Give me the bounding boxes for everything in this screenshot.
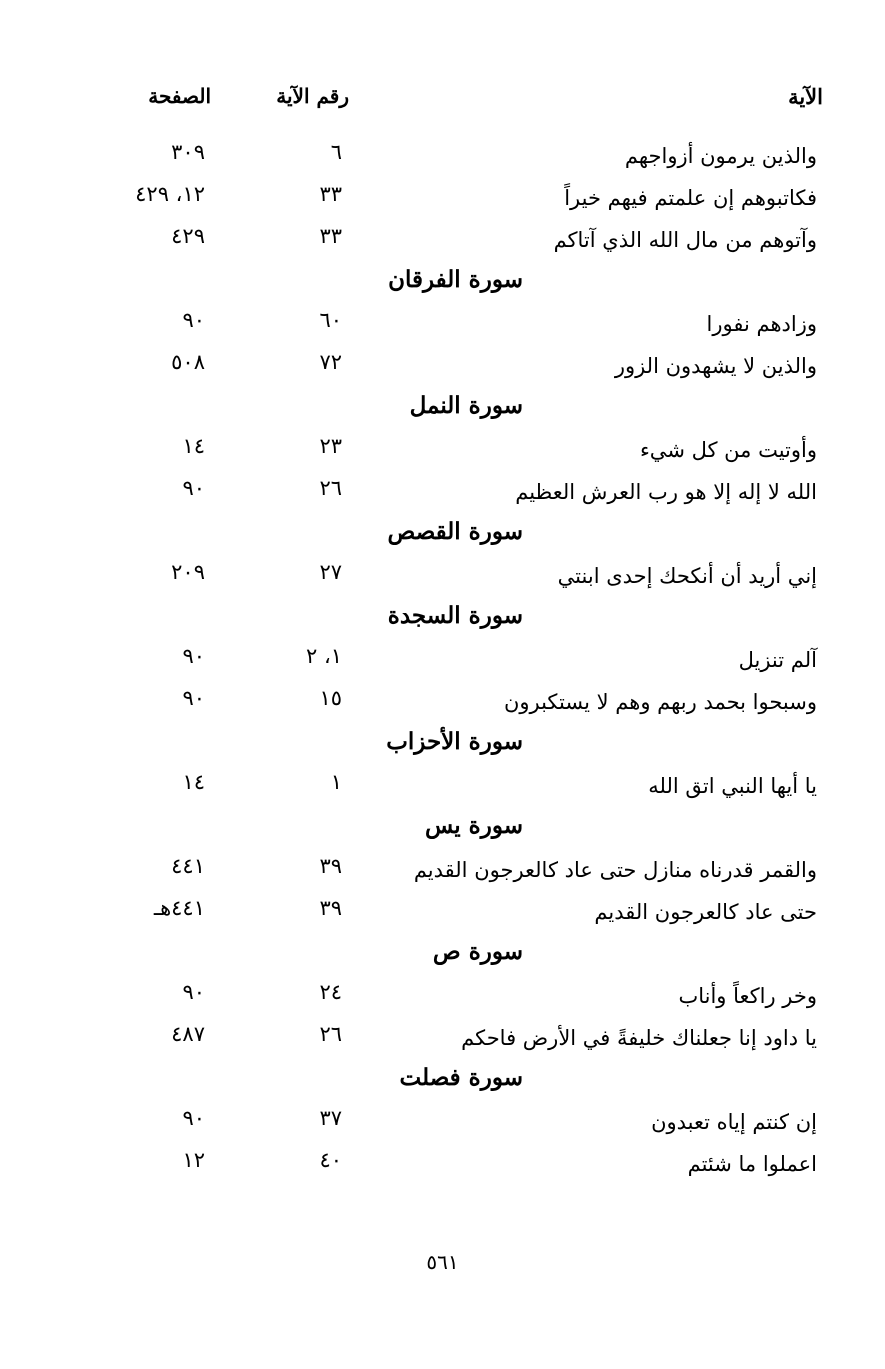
page-reference: ٩٠ xyxy=(182,308,205,332)
table-row xyxy=(0,978,885,1020)
ayah-text: وخر راكعاً وأناب xyxy=(678,984,817,1008)
ayah-number: ٢٦ xyxy=(319,476,342,500)
page-reference: ٤٤١هـ xyxy=(153,896,205,920)
ayah-number: ١٥ xyxy=(319,686,342,710)
ayah-text: حتى عاد كالعرجون القديم xyxy=(594,900,817,924)
ayah-number: ٦ xyxy=(330,140,342,164)
ayah-text: إن كنتم إياه تعبدون xyxy=(651,1110,817,1134)
ayah-number: ٧٢ xyxy=(319,350,342,374)
page-reference: ١٢، ٤٢٩ xyxy=(135,182,205,206)
surah-heading-row xyxy=(0,936,885,978)
ayah-text: وآتوهم من مال الله الذي آتاكم xyxy=(553,228,817,252)
table-row xyxy=(0,474,885,516)
table-row xyxy=(0,306,885,348)
ayah-column-header: الآية xyxy=(788,84,823,109)
page-reference: ٤٤١ xyxy=(171,854,205,878)
ayah-number: ٢٦ xyxy=(319,1022,342,1046)
page-reference: ٢٠٩ xyxy=(171,560,205,584)
table-row xyxy=(0,1146,885,1188)
ayah-text: يا أيها النبي اتق الله xyxy=(648,774,817,798)
surah-title: سورة الفرقان xyxy=(388,266,523,293)
page-reference: ٩٠ xyxy=(182,686,205,710)
surah-title: سورة النمل xyxy=(409,392,523,419)
table-row xyxy=(0,432,885,474)
ayah-text: وسبحوا بحمد ربهم وهم لا يستكبرون xyxy=(503,690,817,714)
ayah-text: وأوتيت من كل شيء xyxy=(639,438,817,462)
ayah-text: والذين يرمون أزواجهم xyxy=(624,144,817,168)
surah-heading-row xyxy=(0,726,885,768)
ayah-text: آلم تنزيل xyxy=(738,648,817,672)
ayah-number: ٣٣ xyxy=(319,224,342,248)
ayah-number: ١ xyxy=(330,770,342,794)
page-reference: ١٢ xyxy=(182,1148,205,1172)
ayah-text: الله لا إله إلا هو رب العرش العظيم xyxy=(515,480,817,504)
table-row xyxy=(0,768,885,810)
surah-title: سورة ص xyxy=(432,938,523,965)
page-reference: ٤٨٧ xyxy=(171,1022,205,1046)
ayah-number: ٣٩ xyxy=(319,854,342,878)
table-row xyxy=(0,138,885,180)
index-rows xyxy=(0,138,885,1188)
ayah-text: اعملوا ما شئتم xyxy=(687,1152,817,1176)
surah-heading-row xyxy=(0,390,885,432)
ayah-number: ٦٠ xyxy=(319,308,342,332)
surah-title: سورة الأحزاب xyxy=(386,728,523,755)
table-row xyxy=(0,642,885,684)
ayah-text: وزادهم نفورا xyxy=(706,312,817,336)
ayah-number: ٤٠ xyxy=(319,1148,342,1172)
page-reference: ٩٠ xyxy=(182,476,205,500)
page-reference: ٥٠٨ xyxy=(171,350,205,374)
ayah-text: إني أريد أن أنكحك إحدى ابنتي xyxy=(557,564,817,588)
surah-title: سورة القصص xyxy=(387,518,523,545)
surah-heading-row xyxy=(0,1062,885,1104)
table-row xyxy=(0,1020,885,1062)
table-row xyxy=(0,348,885,390)
table-row xyxy=(0,222,885,264)
table-header xyxy=(0,84,885,124)
table-row xyxy=(0,684,885,726)
ayah-number: ٣٧ xyxy=(319,1106,342,1130)
table-row xyxy=(0,180,885,222)
table-row xyxy=(0,852,885,894)
page-reference: ٤٢٩ xyxy=(171,224,205,248)
surah-heading-row xyxy=(0,600,885,642)
page-reference: ٩٠ xyxy=(182,980,205,1004)
ayah-number: ٢٣ xyxy=(319,434,342,458)
table-row xyxy=(0,894,885,936)
ayah-number: ١، ٢ xyxy=(305,644,342,668)
ayah-number: ٢٧ xyxy=(319,560,342,584)
surah-heading-row xyxy=(0,264,885,306)
ayah-number: ٣٩ xyxy=(319,896,342,920)
ayah-text: والقمر قدرناه منازل حتى عاد كالعرجون القديم xyxy=(413,858,817,882)
ayah-number-column-header: رقم الآية xyxy=(276,84,349,108)
ayah-text: والذين لا يشهدون الزور xyxy=(614,354,817,378)
surah-heading-row xyxy=(0,516,885,558)
page-column-header: الصفحة xyxy=(148,84,211,108)
page-reference: ٩٠ xyxy=(182,644,205,668)
ayah-text: فكاتبوهم إن علمتم فيهم خيراً xyxy=(564,186,817,210)
ayah-number: ٣٣ xyxy=(319,182,342,206)
surah-title: سورة فصلت xyxy=(399,1064,523,1091)
page-reference: ٩٠ xyxy=(182,1106,205,1130)
surah-title: سورة يس xyxy=(424,812,523,839)
ayah-number: ٢٤ xyxy=(319,980,342,1004)
page-reference: ١٤ xyxy=(182,434,205,458)
table-row xyxy=(0,1104,885,1146)
page-reference: ١٤ xyxy=(182,770,205,794)
surah-heading-row xyxy=(0,810,885,852)
table-row xyxy=(0,558,885,600)
page-reference: ٣٠٩ xyxy=(171,140,205,164)
page-number: ٥٦١ xyxy=(426,1250,459,1274)
ayah-text: يا داود إنا جعلناك خليفةً في الأرض فاحكم xyxy=(461,1026,817,1050)
surah-title: سورة السجدة xyxy=(387,602,523,629)
